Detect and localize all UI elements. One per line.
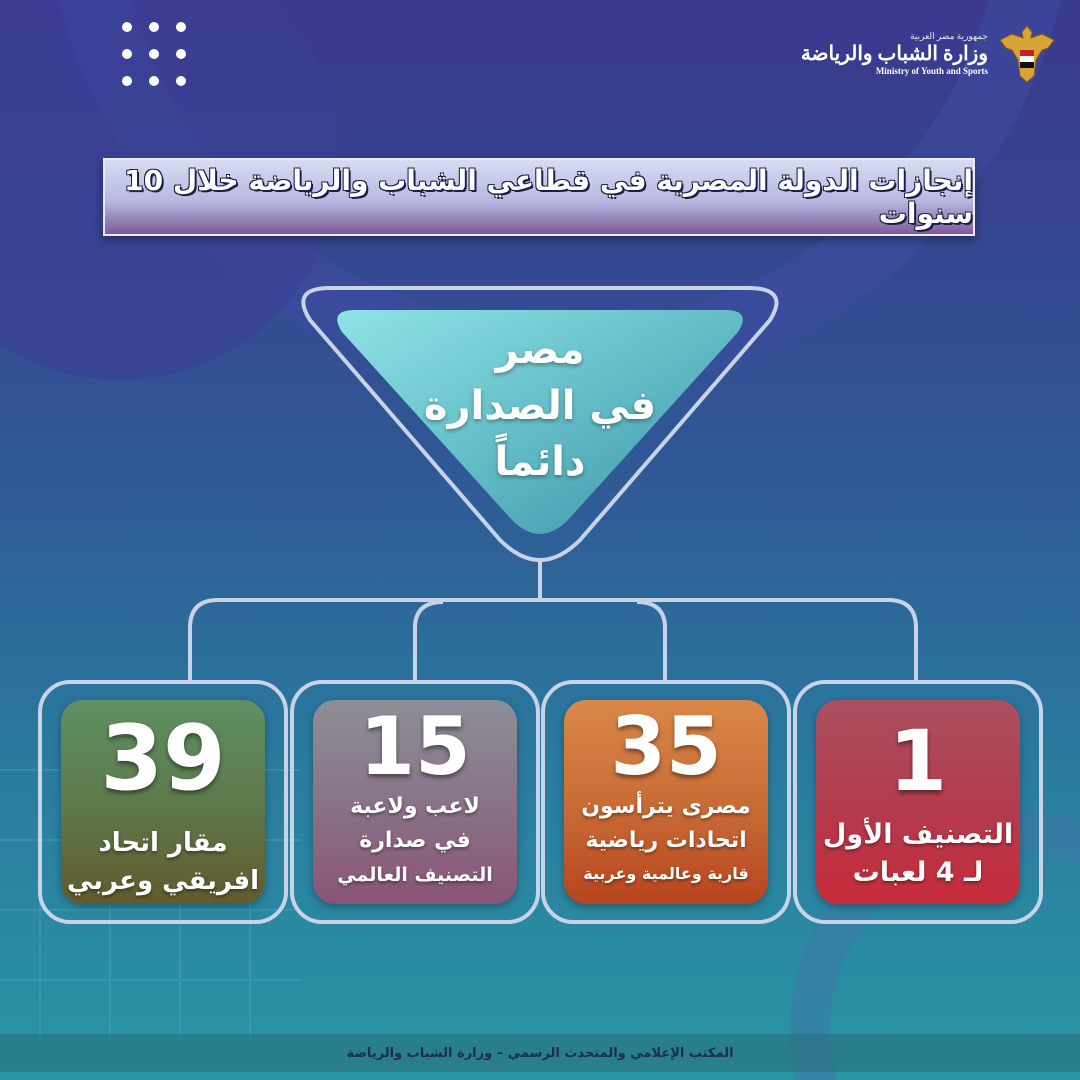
page-title: إنجازات الدولة المصرية في قطاعي الشباب والرياضة خلال 10 سنوات xyxy=(124,164,973,230)
connector-lines xyxy=(190,558,916,680)
stat-label-line: افريقي وعربي xyxy=(66,866,260,896)
centerpiece-text xyxy=(340,322,740,490)
stat-label xyxy=(313,790,517,892)
stat-number: 39 xyxy=(100,706,226,811)
stat-label-line: التصنيف العالمي xyxy=(337,864,493,886)
footer-text: المكتب الإعلامي والمتحدث الرسمي – وزارة الشباب والرياضة xyxy=(346,1045,734,1061)
logo-ministry-english: Ministry of Youth and Sports xyxy=(875,65,988,76)
stat-number: 15 xyxy=(359,700,471,793)
footer-bar xyxy=(0,1034,1080,1072)
centerpiece-line-3: دائماً xyxy=(494,439,586,485)
stat-label xyxy=(564,790,768,890)
stat-label-line: لـ 4 لعبات xyxy=(852,857,984,888)
stat-label-line: مقار اتحاد xyxy=(98,828,228,858)
stat-number: 35 xyxy=(610,700,722,793)
stat-card-4 xyxy=(61,700,265,904)
stat-label-line: مصرى يترأسون xyxy=(581,794,751,819)
stat-label-line: في صدارة xyxy=(359,828,471,853)
centerpiece-line-1: مصر xyxy=(495,327,585,373)
stat-card-2 xyxy=(564,700,768,904)
stat-card-3 xyxy=(313,700,517,904)
stat-label xyxy=(61,824,265,900)
logo-ministry-arabic: وزارة الشباب والرياضة xyxy=(800,42,988,65)
logo-country-name: جمهورية مصر العربية xyxy=(910,30,988,41)
stat-label-line: لاعب ولاعبة xyxy=(350,794,480,819)
stat-label-line: اتحادات رياضية xyxy=(585,828,747,853)
stat-label xyxy=(816,816,1020,892)
stat-label-line: التصنيف الأول xyxy=(822,819,1014,850)
stat-number: 1 xyxy=(888,712,948,810)
centerpiece-line-2: في الصدارة xyxy=(423,383,657,429)
stat-label-line: قارية وعالمية وعربية xyxy=(583,864,749,883)
stat-card-1 xyxy=(816,700,1020,904)
